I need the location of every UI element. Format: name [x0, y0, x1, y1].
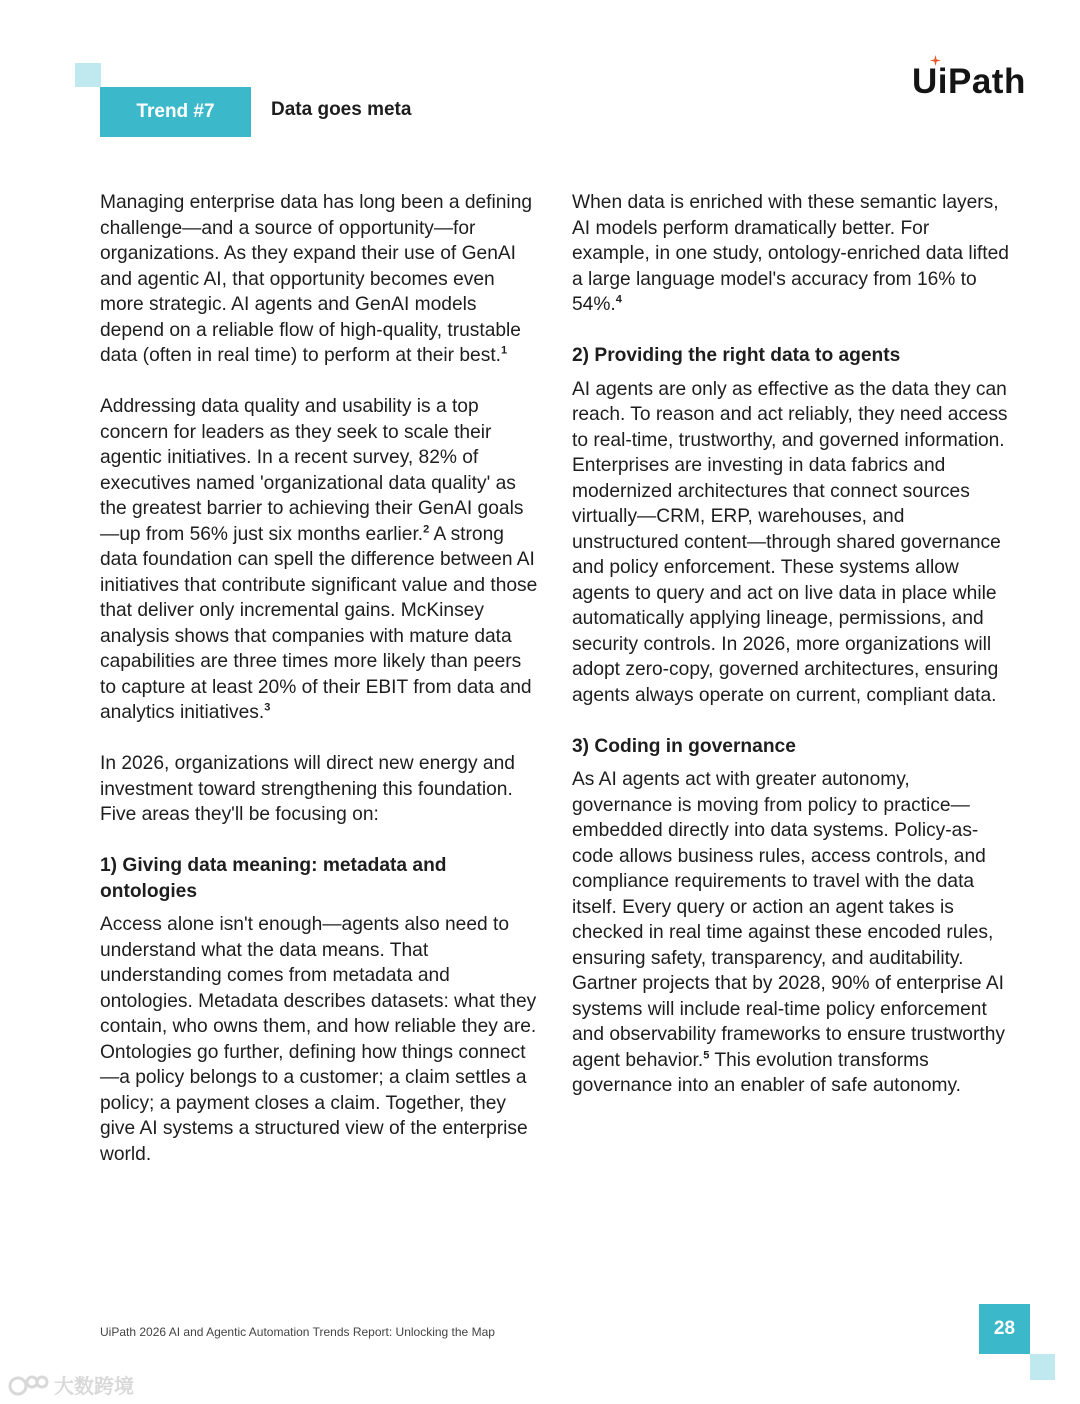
decorative-square-top — [75, 63, 101, 87]
right-column — [572, 190, 1012, 1124]
section-heading: 3) Coding in governance — [572, 735, 796, 757]
paragraph: AI agents are only as effective as the data they can reach. To reason and act reliably, they need access to real-time, trustworthy, and governed information. Enterprises are investing in data fabrics and modernized architectures that connect sources virtually—CRM, ERP, warehouses, and unstructured content—through shared governance and policy enforcement. These systems allow agents to query and act on live data in place while automatically applying lineage, permissions, and security controls. In 2026, more organizations will adopt zero-copy, governed architectures, ensuring agents always operate on current, compliant data. — [572, 378, 1008, 706]
paragraph: When data is enriched with these semantic layers, AI models perform dramatically better. For example, in one study, ontology-enriched data lifted a large language model's accuracy from 16% to 54%.$^4$ — [572, 192, 1009, 315]
footnote-ref: 4 — [615, 293, 622, 306]
footnote-ref: 2 — [423, 523, 430, 536]
page-number: 28 — [979, 1304, 1030, 1354]
watermark-logo-icon — [8, 1374, 50, 1396]
footer-text: UiPath 2026 AI and Agentic Automation Trends Report: Unlocking the Map — [100, 1325, 495, 1339]
paragraph: In 2026, organizations will direct new energy and investment toward strengthening this foundation. Five areas they'll be focusing on: — [100, 753, 515, 825]
paragraph: Addressing data quality and usability is a top concern for leaders as they seek to scale their agentic initiatives. In a recent survey, 82% of executives named 'organizational data quality' as the greatest barrier to achieving their GenAI goals—up from 56% just six months earlier.$^2$ A strong data foundation can spell the difference between AI initiatives that contribute significant value and those that deliver only incremental gains. McKinsey analysis shows that companies with mature data capabilities are three times more likely than peers to capture at least 20% of their EBIT from data and analytics initiatives.$^3$ — [100, 396, 538, 723]
section-heading: 1) Giving data meaning: metadata and ontologies — [100, 855, 447, 902]
footnote-ref: 5 — [703, 1049, 710, 1062]
uipath-logo: UiPath — [912, 62, 1026, 101]
watermark-text: 大数跨境 — [54, 1376, 134, 1398]
footnote-ref: 1 — [501, 344, 508, 357]
decorative-square-bottom — [1030, 1354, 1055, 1380]
paragraph: As AI agents act with greater autonomy, governance is moving from policy to practice—embedded directly into data systems. Policy-as-code allows business rules, access controls, and compliance requirements to travel with the data itself. Every query or action an agent takes is checked in real time against these encoded rules, ensuring safety, transparency, and auditability. Gartner projects that by 2028, 90% of enterprise AI systems will include real-time policy enforcement and observability frameworks to ensure trustworthy agent behavior.$^5$ This evolution transforms governance into an enabler of safe autonomy. — [572, 769, 1005, 1096]
paragraph: Managing enterprise data has long been a defining challenge—and a source of opportunity—for organizations. As they expand their use of GenAI and agentic AI, that opportunity becomes even more strategic. AI agents and GenAI models depend on a reliable flow of high-quality, trustable data (often in real time) to perform at their best.$^1$ — [100, 192, 533, 366]
footnote-ref: 3 — [264, 701, 271, 714]
watermark — [8, 1370, 134, 1399]
left-column — [100, 190, 540, 1193]
trend-badge: Trend #7 — [100, 87, 251, 137]
paragraph: Access alone isn't enough—agents also need to understand what the data means. That understanding comes from metadata and ontologies. Metadata describes datasets: what they contain, who owns them, and how reliable they are. Ontologies go further, defining how things connect—a policy belongs to a customer; a claim settles a policy; a payment closes a claim. Together, they give AI systems a structured view of the enterprise world. — [100, 914, 537, 1165]
section-heading: 2) Providing the right data to agents — [572, 345, 901, 366]
trend-title: Data goes meta — [271, 99, 412, 120]
